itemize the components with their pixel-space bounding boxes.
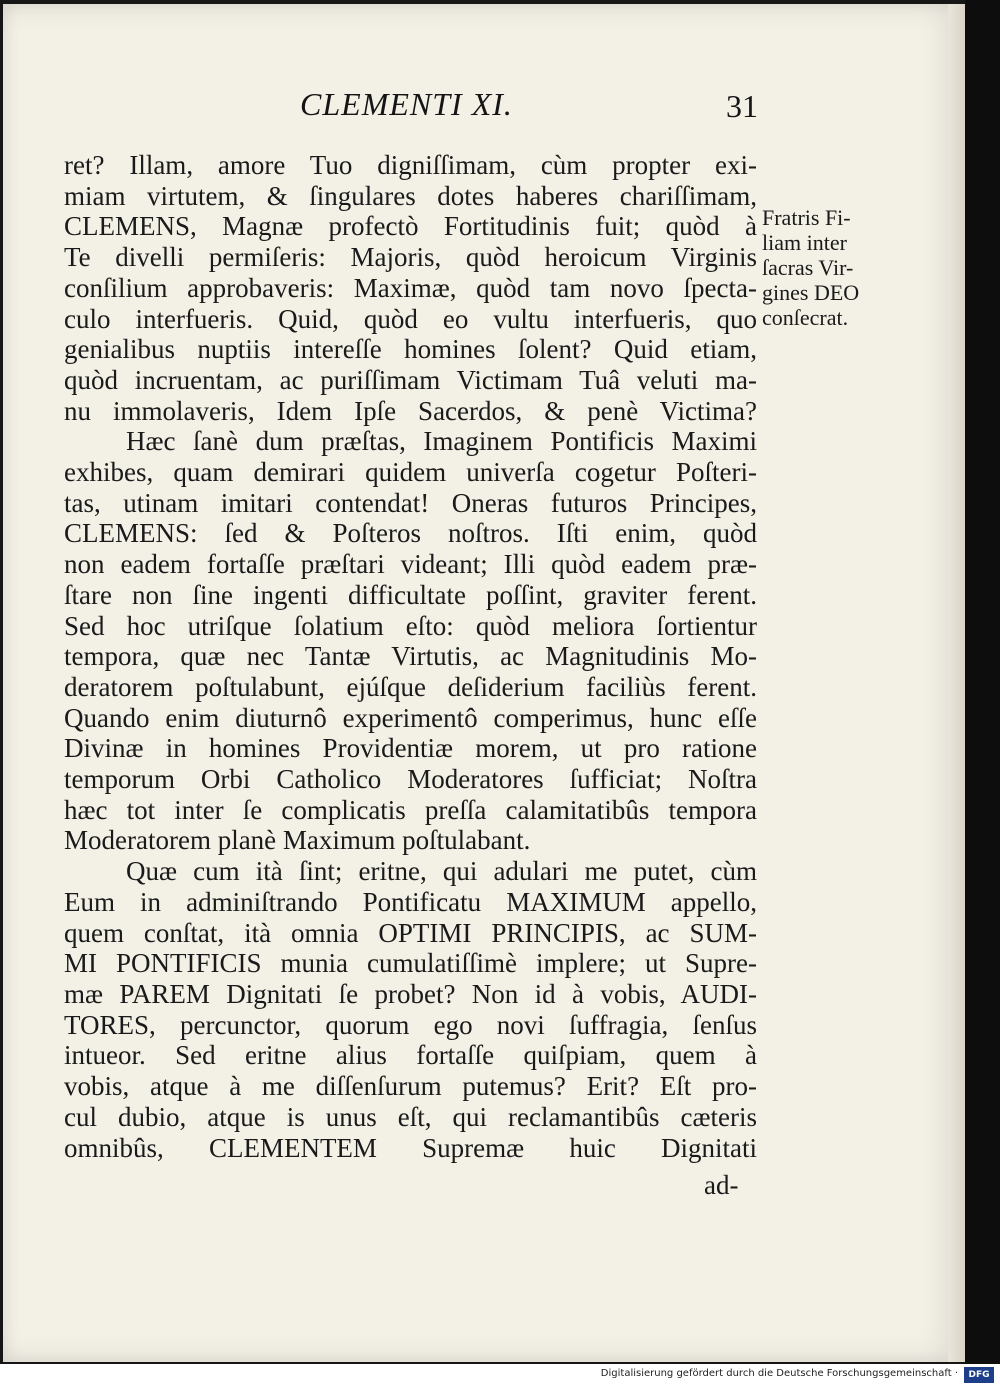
text-line: Sed hoc utriſque ſolatium eſto: quòd meliora ſortientur: [64, 610, 757, 641]
text-line: quòd incruentam, ac puriſſimam Victimam Tuâ veluti ma-: [64, 364, 757, 395]
main-text-block: [64, 150, 757, 1163]
dfg-logo: DFG: [964, 1367, 994, 1383]
running-title: CLEMENTI XI.: [300, 86, 513, 122]
margin-note-line: conſecrat.: [762, 305, 849, 330]
margin-note-line: Fratris Fi-: [762, 205, 851, 230]
text-line: genialibus nuptiis intereſſe homines ſolent? Quid etiam,: [64, 334, 757, 365]
text-line: tas, utinam imitari contendat! Oneras futuros Principes,: [64, 487, 757, 518]
page-number: 31: [726, 88, 758, 124]
text-line: vobis, atque à me diſſenſurum putemus? Erit? Eſt pro-: [64, 1071, 757, 1102]
text-line: Quando enim diuturnô experimentô comperimus, hunc eſſe: [64, 702, 757, 733]
text-line: culo interfueris. Quid, quòd eo vultu interfueris, quo: [64, 303, 757, 334]
text-line: intueor. Sed eritne alius fortaſſe quiſpiam, quem à: [64, 1040, 757, 1071]
text-line: TORES, percunctor, quorum ego novi ſuffragia, ſenſus: [64, 1009, 757, 1040]
margin-note-line: liam inter: [762, 230, 847, 255]
text-line: CLEMENS: ſed & Poſteros noſtros. Iſti enim, quòd: [64, 518, 757, 549]
text-line: MI PONTIFICIS munia cumulatiſſimè implere; ut Supre-: [64, 948, 757, 979]
text-line: conſilium approbaveris: Maximæ, quòd tam novo ſpecta-: [64, 272, 757, 303]
footer-bar: [0, 1364, 1000, 1386]
text-line: ret? Illam, amore Tuo digniſſimam, cùm propter exi-: [64, 150, 757, 180]
text-line: Hæc ſanè dum præſtas, Imaginem Pontificis Maximi: [126, 426, 757, 457]
page-edge: [948, 4, 965, 1362]
text-line: nu immolaveris, Idem Ipſe Sacerdos, & penè Victima?: [64, 395, 757, 426]
scan-border: [965, 0, 1000, 1364]
footer-credit: Digitalisierung gefördert durch die Deutsche Forschungsgemeinschaft ·: [600, 1368, 958, 1379]
text-line: Eum in adminiſtrando Pontificatu MAXIMUM appello,: [64, 886, 757, 917]
catchword: ad-: [704, 1170, 739, 1200]
text-line: tempora, quæ nec Tantæ Virtutis, ac Magnitudinis Mo-: [64, 641, 757, 672]
text-line: deratorem poſtulabunt, ejúſque deſiderium faciliùs ferent.: [64, 671, 757, 702]
text-line: hæc tot inter ſe complicatis preſſa calamitatibûs tempora: [64, 794, 757, 825]
text-line: Quæ cum ità ſint; eritne, qui adulari me putet, cùm: [126, 856, 757, 887]
text-line: Divinæ in homines Providentiæ morem, ut pro ratione: [64, 733, 757, 764]
text-line: mæ PAREM Dignitati ſe probet? Non id à vobis, AUDI-: [64, 978, 757, 1009]
text-line: CLEMENS, Magnæ profectò Fortitudinis fuit; quòd à: [64, 211, 757, 242]
margin-note-line: gines DEO: [762, 280, 860, 305]
text-line: ſtare non ſine ingenti difficultate poſſint, graviter ferent.: [64, 579, 757, 610]
text-line: quem conſtat, ità omnia OPTIMI PRINCIPIS, ac SUM-: [64, 917, 757, 948]
text-line: non eadem fortaſſe præſtari videant; Illi quòd eadem præ-: [64, 549, 757, 580]
text-line: cul dubio, atque is unus eſt, qui reclamantibûs cæteris: [64, 1101, 757, 1132]
text-line: temporum Orbi Catholico Moderatores ſufficiat; Noſtra: [64, 764, 757, 795]
text-line: Moderatorem planè Maximum poſtulabant.: [64, 825, 531, 856]
text-line: Te divelli permiſeris: Majoris, quòd heroicum Virginis: [64, 242, 757, 273]
text-line: omnibûs, CLEMENTEM Supremæ huic Dignitati: [64, 1132, 757, 1163]
margin-note: [762, 205, 880, 330]
text-line: exhibes, quam demirari quidem univerſa cogetur Poſteri-: [64, 457, 757, 488]
margin-note-line: ſacras Vir-: [762, 255, 854, 280]
text-line: miam virtutem, & ſingulares dotes haberes chariſſimam,: [64, 180, 757, 211]
